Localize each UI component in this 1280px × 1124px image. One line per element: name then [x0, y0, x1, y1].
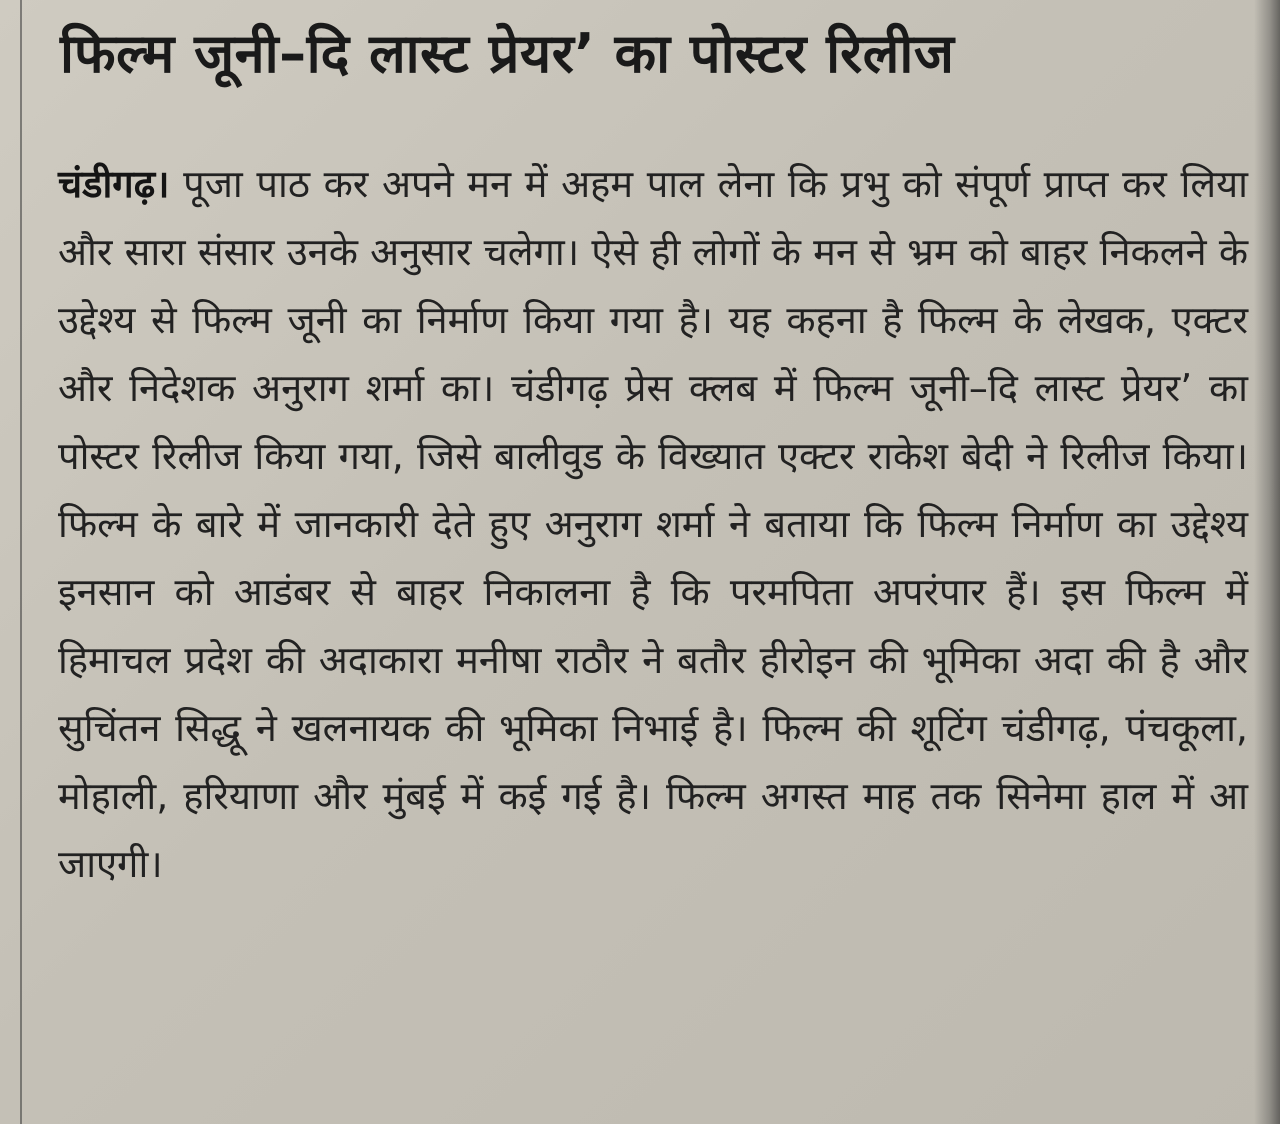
- article-body-text: पूजा पाठ कर अपने मन में अहम पाल लेना कि प्रभु को संपूर्ण प्राप्त कर लिया और सारा संसार उनके अनुसार चलेगा। ऐसे ही लोगों के मन से भ्रम को बाहर निकलने के उद्देश्य से फिल्म जूनी का निर्माण किया गया है। यह कहना है फिल्म के लेखक, एक्टर और निदेशक अनुराग शर्मा का। चंडीगढ़ प्रेस क्लब में फिल्म जूनी–दि लास्ट प्रेयर’ का पोस्टर रिलीज किया गया, जिसे बालीवुड के विख्यात एक्टर राकेश बेदी ने रिलीज किया। फिल्म के बारे में जानकारी देते हुए अनुराग शर्मा ने बताया कि फिल्म निर्माण का उद्देश्य इनसान को आडंबर से बाहर निकालना है कि परमपिता अपरंपार हैं। इस फिल्म में हिमाचल प्रदेश की अदाकारा मनीषा राठौर ने बतौर हीरोइन की भूमिका अदा की है और सुचिंतन सिद्धू ने खलनायक की भूमिका निभाई है। फिल्म की शूटिंग चंडीगढ़, पंचकूला, मोहाली, हरियाणा और मुंबई में कई गई है। फिल्म अगस्त माह तक सिनेमा हाल में आ जाएगी।: [58, 162, 1248, 886]
- article-body: [58, 150, 1248, 898]
- paper-edge-shadow: [1254, 0, 1280, 1124]
- article-dateline: चंडीगढ़।: [58, 162, 170, 206]
- article-headline: फिल्म जूनी–दि लास्ट प्रेयर’ का पोस्टर रिलीज: [60, 22, 955, 85]
- column-divider-line: [20, 0, 22, 1124]
